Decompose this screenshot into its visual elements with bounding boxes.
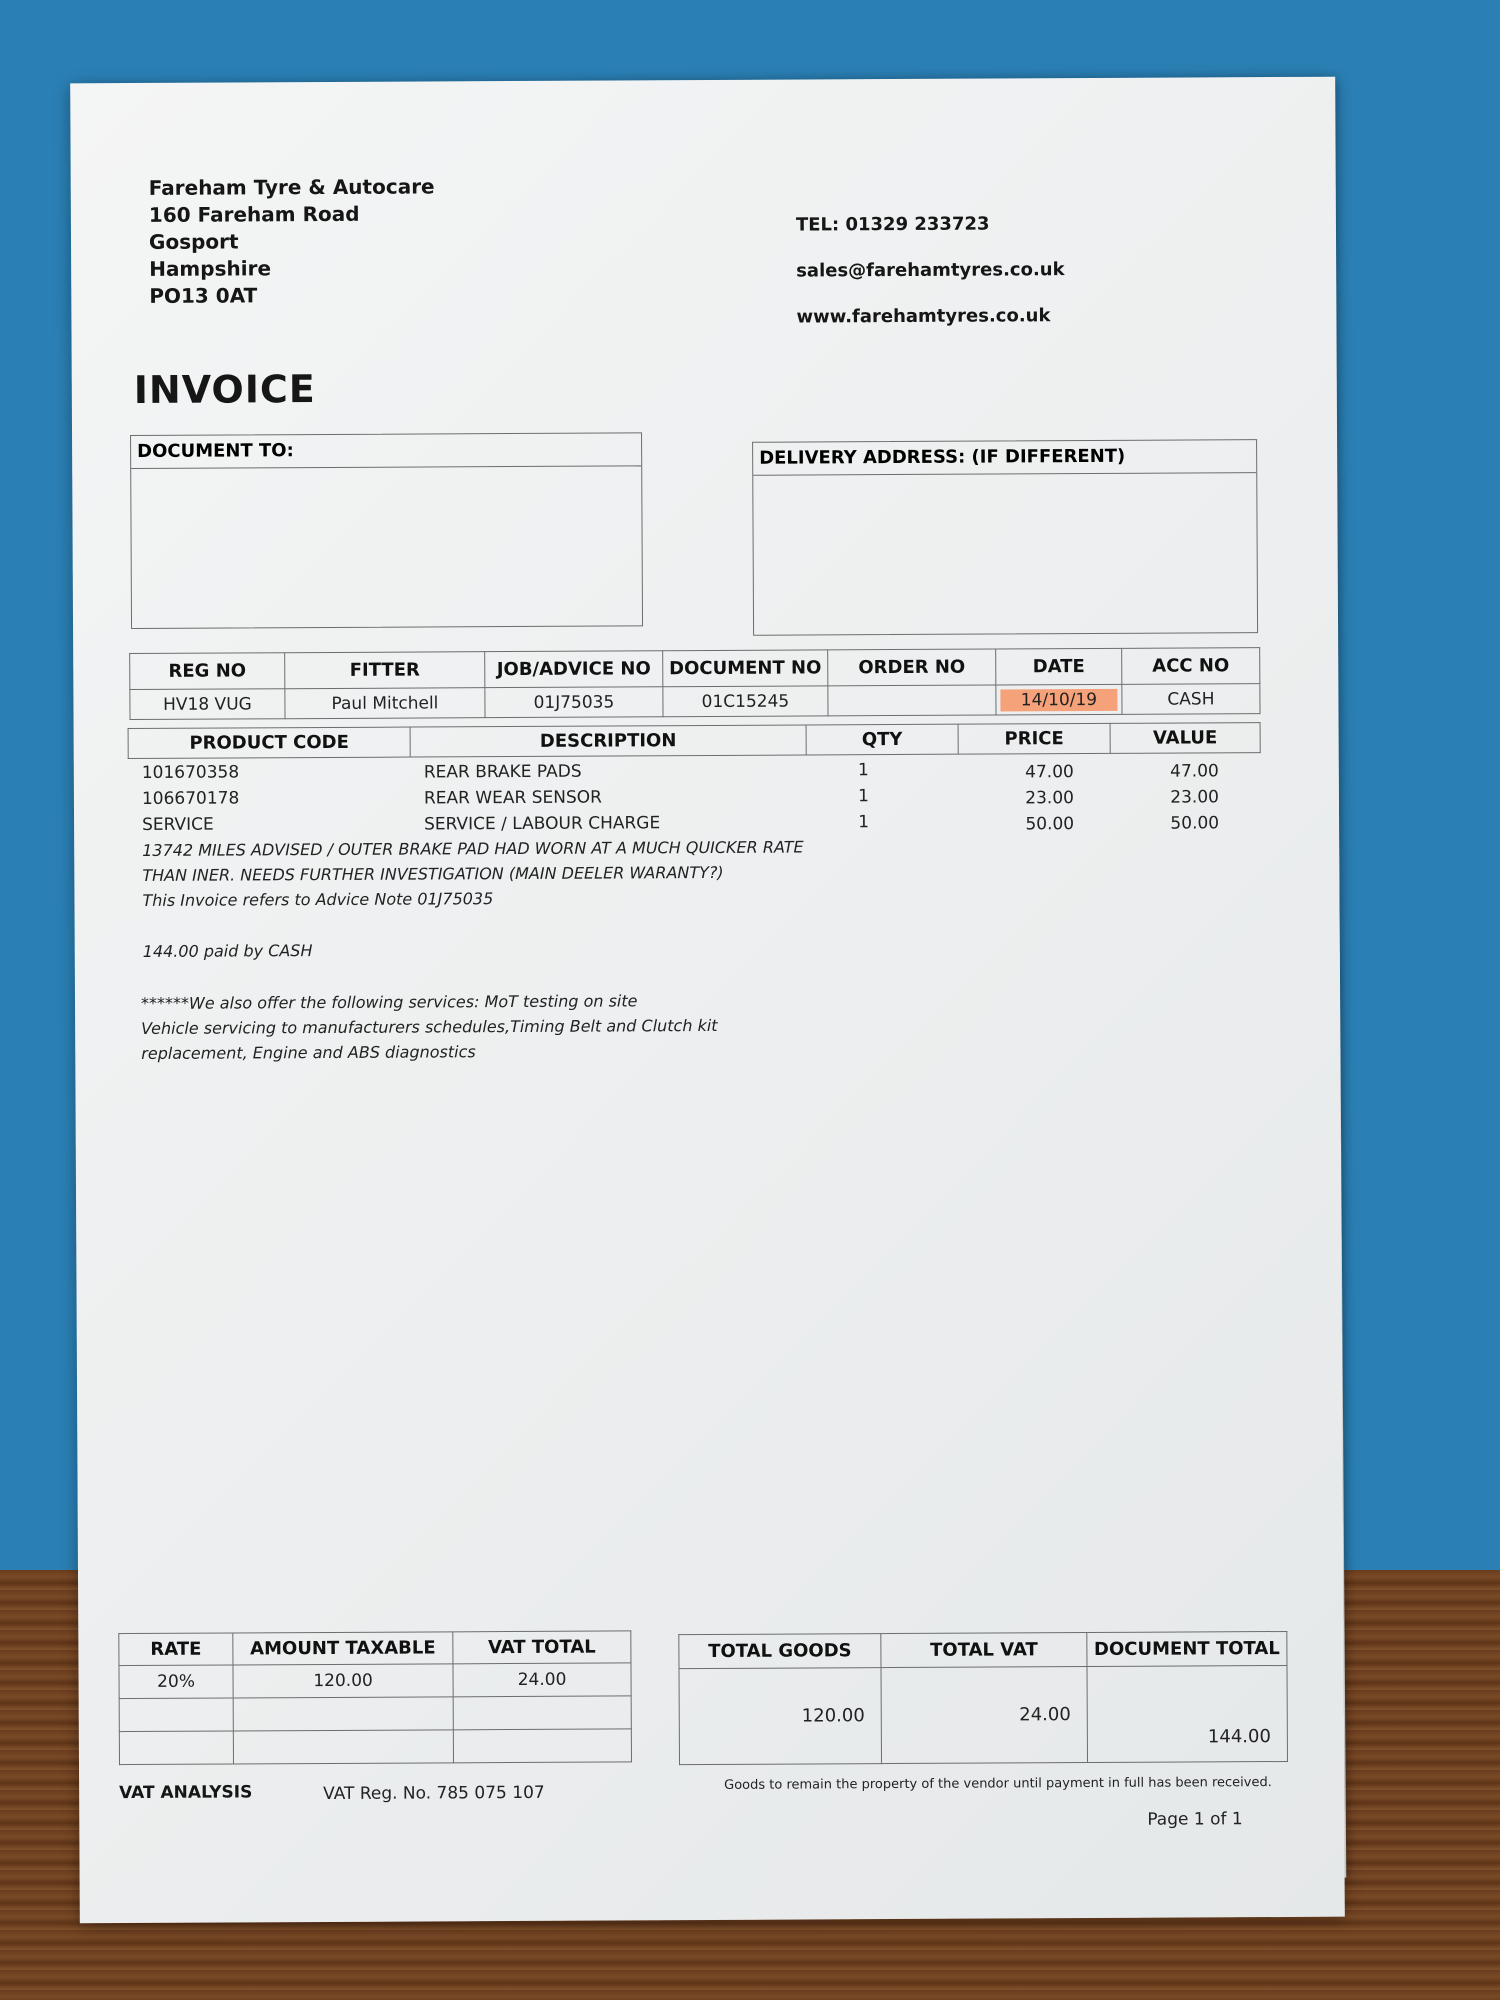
property-notice: Goods to remain the property of the vendor until payment in full has been received. [724,1775,1272,1793]
job-info-table [129,647,1260,720]
note-line-1: 13742 MILES ADVISED / OUTER BRAKE PAD HAD WORN AT A MUCH QUICKER RATE [142,837,804,860]
document-total-header: DOCUMENT TOTAL [1087,1631,1287,1666]
item-3-qty: 1 [858,812,870,833]
total-goods-value: 120.00 [801,1705,865,1727]
date-header: DATE [996,648,1122,685]
amount-taxable-header: AMOUNT TAXABLE [233,1632,453,1665]
item-1-code: 101670358 [141,762,240,783]
vat-total-header: VAT TOTAL [453,1631,631,1664]
acc-no-header: ACC NO [1122,648,1260,685]
invoice-title: INVOICE [133,367,316,412]
total-vat-cell [881,1667,1087,1764]
delivery-address-label: DELIVERY ADDRESS: (IF DIFFERENT) [753,440,1256,476]
order-no-value [828,685,996,716]
acc-no-value: CASH [1122,684,1260,715]
company-name: Fareham Tyre & Autocare [148,174,435,200]
item-1-value: 47.00 [1170,761,1219,782]
advice-note-ref: This Invoice refers to Advice Note 01J75035 [142,889,494,910]
vat-empty-cell [453,1696,631,1730]
vat-analysis-table [118,1630,632,1765]
job-advice-no-header: JOB/ADVICE NO [485,651,663,688]
rate-header: RATE [119,1633,233,1666]
company-address-county: Hampshire [149,256,272,281]
value-header: VALUE [1110,723,1260,754]
delivery-address-box [752,439,1258,636]
product-code-header: PRODUCT CODE [128,727,410,758]
company-address-postcode: PO13 0AT [149,283,258,308]
company-website: www.farehamtyres.co.uk [796,305,1051,328]
total-goods-cell [679,1668,881,1765]
vat-rate-value: 20% [119,1665,233,1699]
vat-empty-cell [119,1731,233,1765]
services-line-1: ******We also offer the following services: MoT testing on site [140,991,638,1013]
item-3-value: 50.00 [1170,813,1220,834]
item-2-value: 23.00 [1170,787,1219,808]
item-1-qty: 1 [857,760,869,781]
fitter-value: Paul Mitchell [285,688,485,719]
vat-empty-cell [233,1697,453,1731]
document-total-value: 144.00 [1207,1726,1271,1748]
invoice-sheet [70,77,1345,1924]
payment-note: 144.00 paid by CASH [142,941,313,961]
qty-header: QTY [806,724,958,755]
company-email: sales@farehamtyres.co.uk [796,259,1065,282]
item-3-description: SERVICE / LABOUR CHARGE [424,813,661,835]
page-number: Page 1 of 1 [1147,1809,1243,1830]
totals-table [678,1631,1288,1765]
company-address-town: Gosport [148,229,239,254]
item-3-price: 50.00 [1025,814,1075,835]
amount-taxable-value: 120.00 [233,1664,453,1698]
document-no-header: DOCUMENT NO [663,650,828,687]
reg-no-value: HV18 VUG [130,689,285,720]
description-header: DESCRIPTION [410,725,806,757]
document-to-label: DOCUMENT TO: [131,433,641,469]
item-3-code: SERVICE [142,814,214,835]
item-2-description: REAR WEAR SENSOR [423,787,603,809]
date-value: 14/10/19 [1001,688,1117,711]
document-total-cell [1087,1665,1287,1762]
company-tel: TEL: 01329 233723 [795,213,990,236]
items-header-table [128,722,1261,759]
vat-empty-cell [233,1730,453,1764]
item-2-qty: 1 [858,786,869,807]
reg-no-header: REG NO [130,653,285,690]
order-no-header: ORDER NO [828,649,996,686]
vat-analysis-label: VAT ANALYSIS [119,1782,253,1804]
item-2-code: 106670178 [141,788,240,809]
services-line-3: replacement, Engine and ABS diagnostics [141,1042,476,1063]
date-cell [996,684,1122,715]
job-advice-no-value: 01J75035 [485,687,663,718]
vat-reg-number: VAT Reg. No. 785 075 107 [323,1782,545,1805]
total-vat-header: TOTAL VAT [881,1633,1087,1668]
vat-total-value: 24.00 [453,1663,631,1697]
services-line-2: Vehicle servicing to manufacturers schedules,Timing Belt and Clutch kit [141,1015,718,1038]
vat-empty-cell [119,1698,233,1732]
total-vat-value: 24.00 [1019,1704,1071,1726]
document-no-value: 01C15245 [663,686,828,717]
fitter-header: FITTER [285,652,485,689]
price-header: PRICE [958,723,1110,754]
note-line-2: THAN INER. NEEDS FURTHER INVESTIGATION (MAIN DEELER WARANTY?) [142,862,724,885]
item-1-price: 47.00 [1025,762,1074,783]
vat-empty-cell [453,1729,631,1763]
total-goods-header: TOTAL GOODS [679,1634,881,1669]
item-1-description: REAR BRAKE PADS [423,761,582,783]
item-2-price: 23.00 [1025,788,1075,809]
document-to-box [130,432,643,629]
company-address-street: 160 Fareham Road [148,201,360,227]
